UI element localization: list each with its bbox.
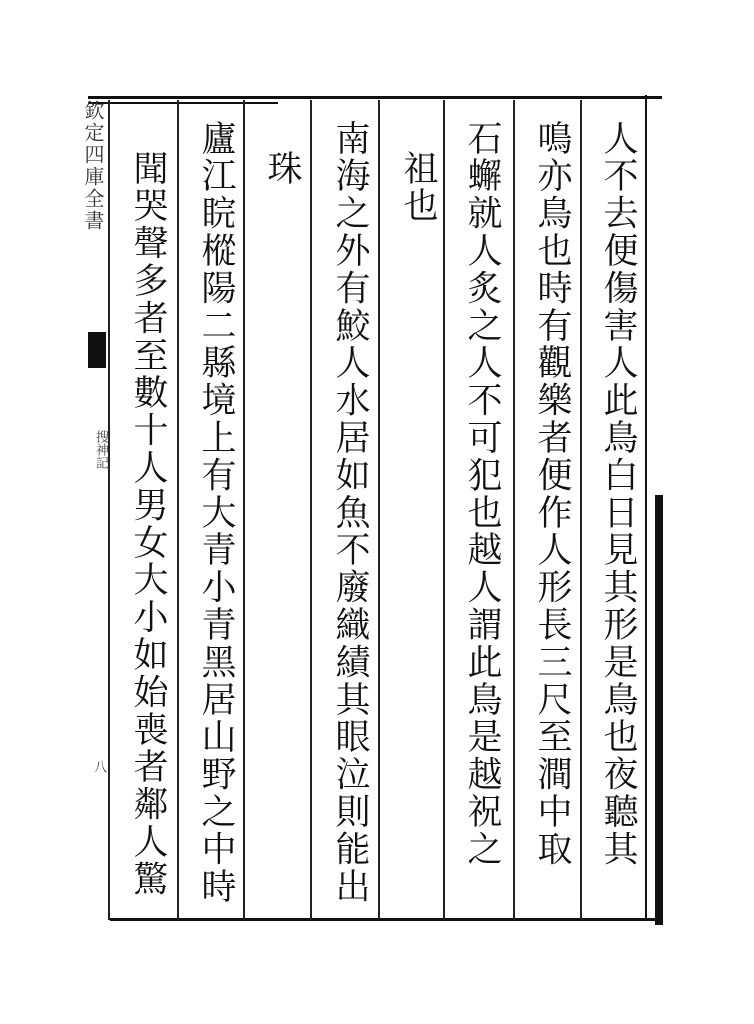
text-column-1: 人不去便傷害人此鳥白日見其形是鳥也夜聽其 [598,120,638,868]
column-divider [108,100,110,920]
column-divider [310,100,312,920]
text-column-8: 聞哭聲多者至數十人男女大小如始喪者鄰人驚 [128,150,168,898]
margin-collection-title: 欽定四庫全書 [81,100,105,232]
text-column-6: 珠 [262,150,302,188]
margin-strip [81,100,108,920]
frame-right-border [645,95,647,920]
text-column-2: 鳴亦鳥也時有觀樂者便作人形長三尺至澗中取 [532,120,572,868]
text-column-7: 廬江睆樅陽二縣境上有大青小青黑居山野之中時 [196,120,236,906]
column-divider [443,100,445,920]
text-column-3: 石蠏就人炙之人不可犯也越人謂此鳥是越祝之 [462,120,502,868]
column-divider [243,100,245,920]
frame-right-edge [655,495,663,925]
column-divider [580,100,582,920]
fish-tail-mark-icon [88,332,106,368]
text-column-4: 祖也 [398,150,438,225]
frame-top-inner-border [88,102,278,104]
column-divider [177,100,179,920]
margin-book-title: 搜神記 [93,430,108,469]
frame-top-border [88,96,662,99]
column-divider [378,100,380,920]
margin-page-number: 八 [91,760,106,773]
column-divider [513,100,515,920]
text-column-5: 南海之外有鮫人水居如魚不廢織績其眼泣則能出 [330,120,370,906]
